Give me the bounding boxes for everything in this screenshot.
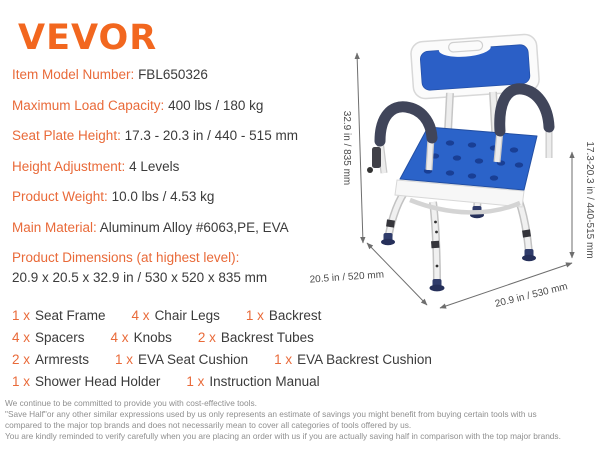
seat-height-label: 17.3-20.3 in / 440-515 mm — [584, 141, 595, 259]
part-qty: 1 x — [186, 374, 205, 389]
disclaimer-line: We continue to be committed to provide you with cost-effective tools. — [5, 398, 257, 408]
part-qty: 4 x — [131, 308, 150, 323]
part-item — [111, 330, 172, 352]
spec-value: 4 Levels — [129, 158, 180, 174]
spec-main-material — [12, 220, 298, 251]
spec-value: Aluminum Alloy #6063,PE, EVA — [99, 219, 289, 235]
part-item — [12, 352, 89, 374]
spec-value: 400 lbs / 180 kg — [168, 97, 264, 113]
dimension-width — [440, 263, 572, 310]
part-qty: 1 x — [245, 308, 264, 323]
seat-cushion — [400, 127, 537, 190]
part-name: Seat Frame — [35, 308, 106, 323]
spec-list — [12, 67, 298, 290]
part-item — [115, 352, 248, 374]
spec-value: 17.3 - 20.3 in / 440 - 515 mm — [124, 128, 298, 143]
spec-label: Main Material: — [12, 219, 97, 235]
shower-head-holder — [367, 147, 381, 173]
spec-load-capacity — [12, 98, 298, 129]
spec-value: 10.0 lbs / 4.53 kg — [111, 189, 215, 204]
disclaimer-text — [5, 398, 561, 442]
part-name: Armrests — [35, 352, 90, 367]
spec-product-weight — [12, 189, 298, 220]
spec-label: Height Adjustment: — [12, 158, 126, 174]
spec-value: FBL650326 — [138, 67, 208, 82]
part-name: EVA Backrest Cushion — [297, 352, 432, 367]
package-row — [12, 352, 432, 374]
disclaimer-line: You are kindly reminded to verify carefully when you are placing an order with us if you are actually saving half in comparison with the top major brands. — [5, 430, 561, 441]
overall-height-label: 32.9 in / 835 mm — [341, 110, 352, 186]
shower-chair-figure — [300, 0, 600, 330]
part-qty: 1 x — [12, 374, 31, 389]
part-qty: 2 x — [197, 330, 216, 345]
part-qty: 2 x — [12, 352, 31, 367]
part-name: Backrest — [268, 308, 322, 323]
part-item — [198, 330, 314, 352]
disclaimer-line: compared to the major top brands and does not necessarily mean to cover all categories of tools offered by us. — [5, 419, 412, 430]
disclaimer-line: "Save Half"or any other similar expressions used by us only represents an estimate of savings you might benefit from buying certain tools with us — [5, 408, 537, 419]
package-row — [12, 330, 432, 352]
part-item — [274, 352, 432, 374]
spec-dimensions-value: 20.9 x 20.5 x 32.9 in / 530 x 520 x 835 mm — [12, 270, 268, 285]
part-name: Chair Legs — [154, 308, 220, 323]
part-name: Backrest Tubes — [220, 330, 314, 345]
part-name: Shower Head Holder — [35, 374, 161, 389]
spec-label: Seat Plate Height: — [12, 128, 121, 143]
dimension-seat-height — [572, 141, 595, 258]
part-name: EVA Seat Cushion — [138, 352, 249, 367]
part-qty: 1 x — [115, 352, 134, 367]
spec-label: Product Weight: — [12, 189, 108, 204]
spec-dimensions-label: Product Dimensions (at highest level): — [12, 250, 240, 265]
part-name: Spacers — [35, 330, 85, 345]
dimension-overall-height — [341, 53, 363, 243]
part-qty: 1 x — [274, 352, 293, 367]
part-name: Knobs — [133, 330, 172, 345]
spec-label: Item Model Number: — [12, 67, 135, 82]
width-label: 20.9 in / 530 mm — [493, 281, 569, 310]
part-item — [12, 374, 160, 396]
part-qty: 1 x — [12, 308, 31, 323]
part-item — [12, 308, 106, 330]
part-item — [12, 330, 85, 352]
part-qty: 4 x — [110, 330, 129, 345]
part-item — [132, 308, 220, 330]
suction-feet — [381, 206, 536, 291]
dimension-depth — [309, 243, 427, 305]
part-name: Instruction Manual — [209, 374, 320, 389]
part-qty: 4 x — [12, 330, 31, 345]
spec-seat-plate-height — [12, 128, 298, 159]
spec-label: Maximum Load Capacity: — [12, 97, 165, 113]
depth-label: 20.5 in / 520 mm — [309, 269, 385, 286]
part-item — [186, 374, 319, 396]
vevor-logo: VEVOR — [18, 18, 158, 58]
backrest-handle-slot — [448, 40, 483, 52]
spec-model-number — [12, 67, 298, 98]
package-row — [12, 374, 432, 396]
spec-height-adjustment — [12, 159, 298, 190]
